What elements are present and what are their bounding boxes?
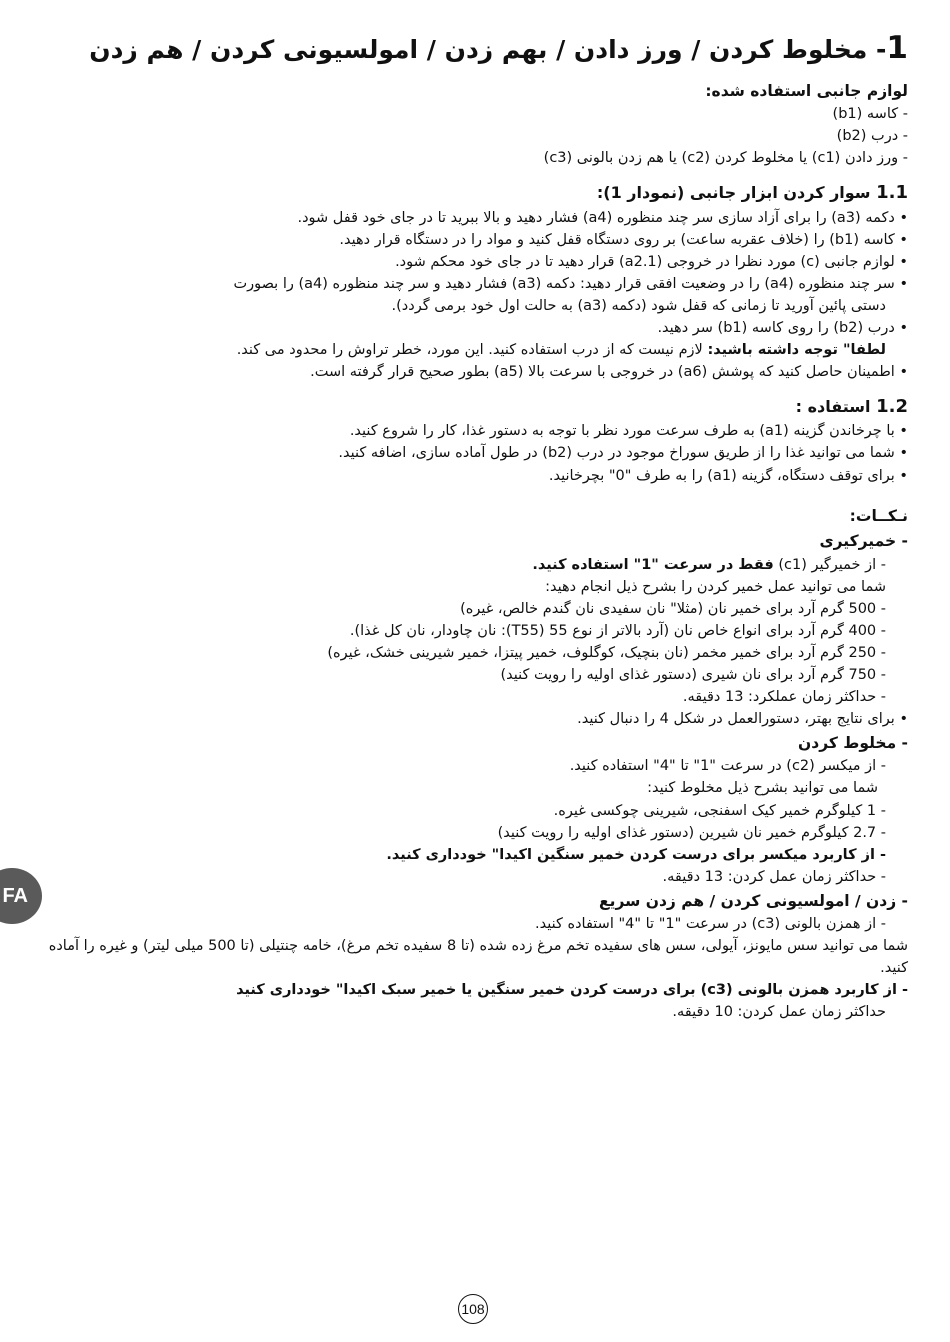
- kneading-item: - 750 گرم آرد برای نان شیری (دستور غذای اولیه را رویت کنید): [500, 666, 886, 683]
- kneading-item: - 400 گرم آرد برای انواع خاص نان (آرد بالاتر از نوع 55 (T55): نان چاودار، نان کل غذا).: [349, 622, 886, 639]
- kneading-use-bold: فقط در سرعت "1" استفاده کنید.: [532, 556, 774, 573]
- page-title: [40, 28, 908, 70]
- usage-line: • شما می توانید غذا را از طریق سوراخ موجود در درب (b2) در طول آماده سازی، اضافه کنید.: [338, 445, 908, 462]
- mixing-item: - 1 کیلوگرم خمیر کیک اسفنجی، شیرینی چوکسی غیره.: [553, 802, 886, 819]
- whisking-heading: - زدن / امولسیونی کردن / هم زدن سریع: [599, 891, 908, 910]
- instruction-line: دستی پائین آورید تا زمانی که قفل شود (دکمه (a3) به حالت اول خود برمی گردد).: [391, 297, 886, 314]
- usage-line: • برای توقف دستگاه، گزینه (a1) را به طرف "0" بچرخانید.: [548, 467, 908, 484]
- language-tab: FA: [0, 868, 42, 924]
- accessory-item: - کاسه (b1): [832, 106, 908, 123]
- section-1-2-number: 1.2: [876, 396, 908, 418]
- section-1-1-heading: سوار کردن ابزار جانبی (نمودار 1):: [596, 183, 871, 203]
- whisking-warning: - از کاربرد همزن بالونی (c3) برای درست کردن خمیر سنگین یا خمیر سبک اکیدا" خودداری کنید: [236, 982, 908, 999]
- kneading-use-prefix: - از خمیرگیر (c1): [773, 556, 886, 573]
- mixing-warning: - از کاربرد میکسر برای درست کردن خمیر سنگین اکیدا" خودداری کنید.: [386, 846, 886, 863]
- section-1-1-title: [40, 179, 908, 206]
- kneading-item: - 500 گرم آرد برای خمیر نان (مثلا" نان سفیدی نان گندم خالص، غیره): [460, 600, 886, 617]
- attention-text: لازم نیست که از درب استفاده کنید. این مورد، خطر تراوش را محدود می کند.: [236, 342, 708, 359]
- instruction-line: • درب (b2) را روی کاسه (b1) سر دهید.: [657, 320, 908, 336]
- page-content: [40, 28, 908, 1023]
- instruction-line: • کاسه (b1) را (خلاف عقربه ساعت) بر روی دستگاه قفل کنید و مواد را در دستگاه قرار دهید.: [339, 231, 908, 248]
- instruction-line: • لوازم جانبی (c) مورد نظرا در خروجی (a2.1) قرار دهید تا در جای خود محکم شود.: [395, 253, 908, 270]
- instruction-line: • اطمینان حاصل کنید که پوشش (a6) در خروجی با سرعت بالا (a5) بطور صحیح قرار گرفته است.: [310, 364, 908, 381]
- mixing-item: - 2.7 کیلوگرم خمیر نان شیرین (دستور غذای اولیه را رویت کنید): [497, 824, 886, 841]
- instruction-line: • سر چند منظوره (a4) را در وضعیت افقی قرار دهید: دکمه (a3) فشار دهید و سر چند منظوره (a4) را بصورت: [233, 275, 908, 292]
- instruction-line: • دکمه (a3) را برای آزاد سازی سر چند منظوره (a4) فشار دهید و بالا ببرید تا در جای خود قفل شود.: [297, 209, 908, 226]
- whisking-max-time: حداکثر زمان عمل کردن: 10 دقیقه.: [672, 1004, 886, 1021]
- usage-line: • با چرخاندن گزینه (a1) به طرف سرعت مورد نظر با توجه به دستور غذا، کار را شروع کنید.: [349, 423, 908, 440]
- title-text: - مخلوط کردن / ورز دادن / بهم زدن / امولسیونی کردن / هم زدن: [89, 35, 887, 64]
- kneading-item: - حداکثر زمان عملکرد: 13 دقیقه.: [682, 688, 886, 705]
- mixing-use: - از میکسر (c2) در سرعت "1" تا "4" استفاده کنید.: [569, 758, 886, 775]
- kneading-heading: - خمیرکیری: [819, 532, 908, 551]
- accessory-item: - درب (b2): [836, 128, 908, 145]
- mixing-max-time: - حداکثر زمان عمل کردن: 13 دقیقه.: [662, 868, 886, 885]
- notes-heading: نـکــات:: [849, 506, 908, 525]
- section-1-2-heading: استفاده :: [795, 397, 871, 417]
- page-number: 108: [458, 1294, 488, 1324]
- whisking-paragraph: شما می توانید سس مایونز، آیولی، سس های سفیده تخم مرغ زده شده (تا 8 سفیده تخم مرغ)، خامه چنتیلی (تا 500 میلی لیتر) و غیره را آماده کنید.: [48, 938, 908, 977]
- attention-label: لطفا" توجه داشته باشید:: [707, 342, 886, 359]
- whisking-use: - از همزن بالونی (c3) در سرعت "1" تا "4" استفاده کنید.: [535, 916, 886, 933]
- kneading-intro: شما می توانید عمل خمیر کردن را بشرح ذیل انجام دهید:: [545, 578, 886, 595]
- section-1-2-title: [40, 393, 908, 420]
- attention-note: [40, 339, 908, 361]
- mixing-intro: شما می توانید بشرح ذیل مخلوط کنید:: [647, 780, 878, 797]
- kneading-use: [40, 554, 908, 576]
- mixing-heading: - مخلوط کردن: [798, 733, 908, 752]
- kneading-item: - 250 گرم آرد برای خمیر مخمر (نان بنچیک، کوگلوف، خمیر پیتزا، خمیر شیرینی خشک، غیره): [327, 644, 886, 661]
- accessories-heading: لوازم جانبی استفاده شده:: [705, 81, 908, 100]
- title-number: 1: [886, 30, 908, 66]
- section-1-1-number: 1.1: [876, 182, 908, 204]
- kneading-tip: • برای نتایج بهتر، دستورالعمل در شکل 4 را دنبال کنید.: [577, 710, 908, 727]
- accessory-item: - ورز دادن (c1) یا مخلوط کردن (c2) یا هم زدن بالونی (c3): [543, 150, 908, 167]
